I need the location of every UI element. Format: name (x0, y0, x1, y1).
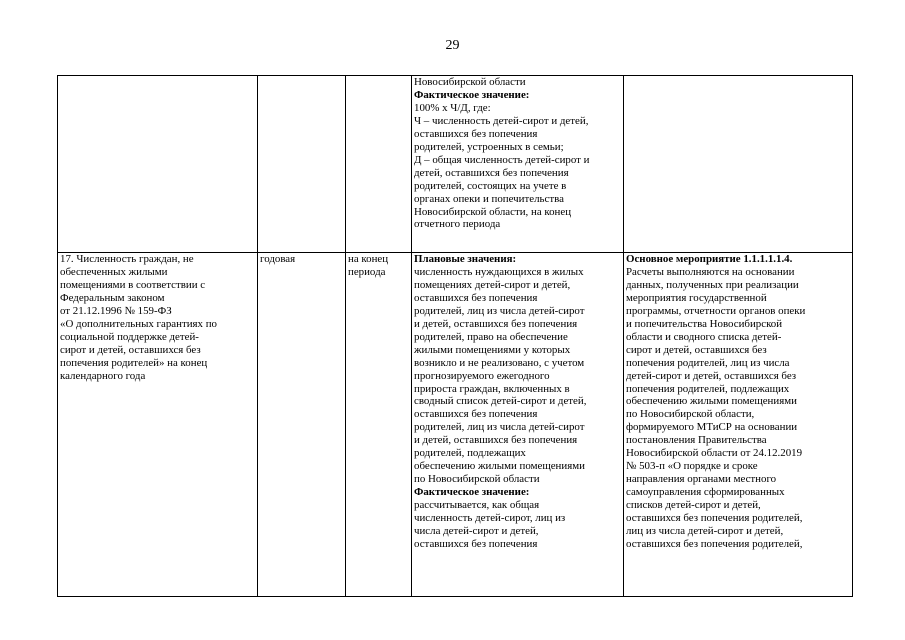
cell-method (412, 76, 624, 253)
indicators-table (57, 75, 853, 597)
source-line: самоуправления сформированных (626, 486, 785, 499)
cell-method (412, 253, 624, 597)
source-line: по Новосибирской области, (626, 408, 755, 421)
indicator-line: от 21.12.1996 № 159-ФЗ (60, 304, 172, 317)
source-line: сирот и детей, оставшихся без (626, 343, 767, 356)
method-line: численность нуждающихся в жилых (414, 265, 584, 278)
method-line: обеспечению жилыми помещениями (414, 460, 585, 473)
table-row-continuation (58, 76, 853, 253)
method-line: оставшихся без попечения (414, 127, 538, 140)
source-line: оставшихся без попечения родителей, (626, 512, 803, 525)
method-line: родителей, устроенных в семьи; (414, 140, 564, 153)
table-row-17 (58, 253, 853, 597)
method-line: сводный список детей-сирот и детей, (414, 395, 587, 408)
method-line: родителей, лиц из числа детей-сирот (414, 421, 585, 434)
method-line: числа детей-сирот и детей, (414, 525, 539, 538)
indicator-line: социальной поддержке детей- (60, 330, 199, 343)
method-line: прогнозируемого ежегодного (414, 369, 550, 382)
method-line: Новосибирской области, на конец (414, 205, 572, 218)
source-line: мероприятия государственной (626, 291, 767, 304)
source-line: направления органами местного (626, 473, 777, 486)
method-line: прироста граждан, включенных в (414, 382, 570, 395)
cell-source (624, 253, 853, 597)
indicator-line: календарного года (60, 369, 146, 382)
source-line: оставшихся без попечения родителей, (626, 537, 803, 550)
source-line: данных, полученных при реализации (626, 278, 799, 291)
method-line: и детей, оставшихся без попечения (414, 317, 578, 330)
method-line: по Новосибирской области (414, 473, 540, 486)
method-line: детей, оставшихся без попечения (414, 166, 569, 179)
indicator-line: Федеральным законом (60, 291, 165, 304)
source-line: Расчеты выполняются на основании (626, 265, 795, 278)
source-line: попечения родителей, подлежащих (626, 382, 790, 395)
method-line: помещениях детей-сирот и детей, (414, 278, 571, 291)
method-line-actual-heading: Фактическое значение: (414, 88, 530, 101)
source-line: области и сводного списка детей- (626, 330, 782, 343)
cell-timing (346, 253, 412, 597)
method-line: оставшихся без попечения (414, 408, 538, 421)
indicator-line: 17. Численность граждан, не (60, 253, 194, 265)
cell-source (624, 76, 853, 253)
source-line: постановления Правительства (626, 434, 767, 447)
indicator-line: обеспеченных жилыми (60, 265, 168, 278)
method-line-planned-heading: Плановые значения: (414, 253, 517, 265)
indicator-line: сирот и детей, оставшихся без (60, 343, 201, 356)
method-line: Новосибирской области (414, 76, 526, 88)
method-line: оставшихся без попечения (414, 291, 538, 304)
periodicity-value: годовая (260, 253, 296, 265)
source-line: детей-сирот и детей, оставшихся без (626, 369, 797, 382)
page-number: 29 (445, 38, 460, 53)
source-line-main-activity: Основное мероприятие 1.1.1.1.1.4. (626, 253, 793, 265)
cell-indicator (58, 253, 258, 597)
source-line: Новосибирской области от 24.12.2019 (626, 447, 803, 460)
method-line: и детей, оставшихся без попечения (414, 434, 578, 447)
method-line-actual-heading: Фактическое значение: (414, 486, 530, 499)
method-line: отчетного периода (414, 218, 501, 231)
timing-line: периода (348, 265, 386, 278)
method-line: 100% х Ч/Д, где: (414, 101, 491, 114)
method-line: родителей, подлежащих (414, 447, 526, 460)
method-line: Д – общая численность детей-сирот и (414, 153, 590, 166)
method-line: органах опеки и попечительства (414, 192, 564, 205)
source-line: попечения родителей, лиц из числа (626, 356, 790, 369)
method-line: родителей, состоящих на учете в (414, 179, 567, 192)
method-line: Ч – численность детей-сирот и детей, (414, 114, 589, 127)
method-line: численность детей-сирот, лиц из (414, 512, 566, 525)
source-line: № 503-п «О порядке и сроке (626, 460, 758, 473)
timing-line: на конец (348, 253, 389, 265)
method-line: родителей, лиц из числа детей-сирот (414, 304, 585, 317)
source-line: формируемого МТиСР на основании (626, 421, 798, 434)
indicator-line: «О дополнительных гарантиях по (60, 317, 217, 330)
method-line: возникло и не реализовано, с учетом (414, 356, 585, 369)
source-line: и попечительства Новосибирской (626, 317, 783, 330)
cell-periodicity (258, 253, 346, 597)
method-line: жилыми помещениями у которых (414, 343, 571, 356)
method-line: родителей, право на обеспечение (414, 330, 568, 343)
indicator-line: попечения родителей» на конец (60, 356, 208, 369)
indicator-line: помещениями в соответствии с (60, 278, 206, 291)
cell-indicator (58, 76, 258, 253)
method-line: оставшихся без попечения (414, 537, 538, 550)
cell-periodicity (258, 76, 346, 253)
source-line: обеспечению жилыми помещениями (626, 395, 797, 408)
source-line: списков детей-сирот и детей, (626, 499, 761, 512)
cell-timing (346, 76, 412, 253)
method-line: рассчитывается, как общая (414, 499, 540, 512)
source-line: лиц из числа детей-сирот и детей, (626, 525, 784, 538)
source-line: программы, отчетности органов опеки (626, 304, 806, 317)
